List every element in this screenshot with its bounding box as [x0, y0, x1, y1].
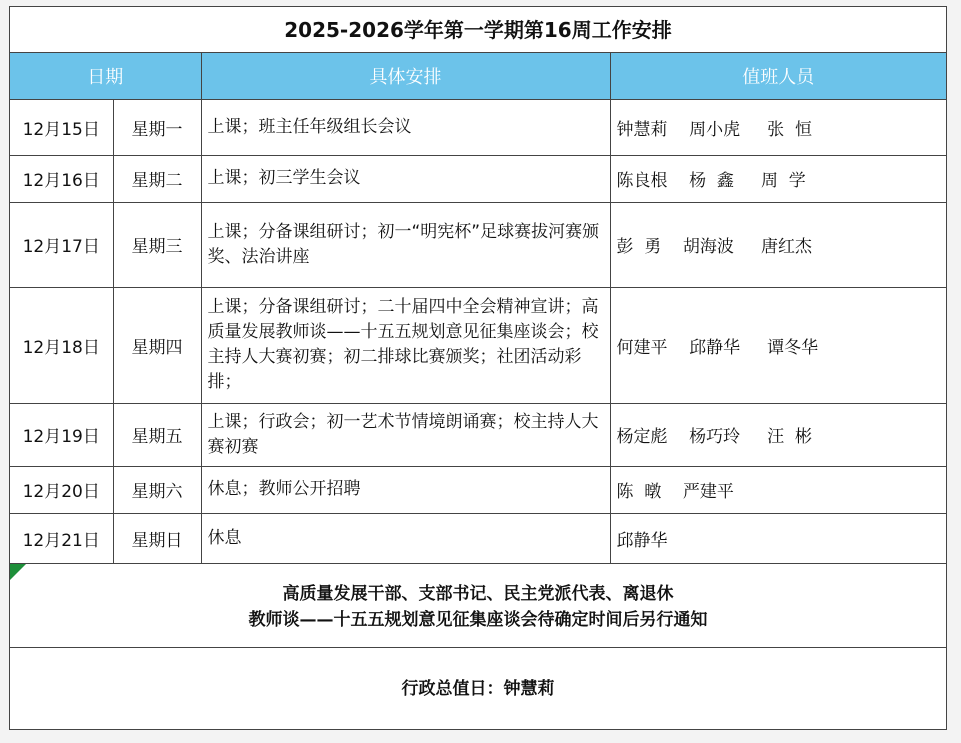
notice-line-1: 高质量发展干部、支部书记、民主党派代表、离退休 [282, 584, 674, 604]
row-duty: 陈 暾 严建平 [610, 466, 946, 513]
row-plan: 上课；分备课组研讨；初一“明宪杯”足球赛拔河赛颁奖、法治讲座 [201, 202, 610, 287]
header-row [10, 53, 946, 99]
row-date: 12月18日 [10, 287, 113, 403]
green-corner-marker [10, 564, 26, 580]
row-date: 12月16日 [10, 155, 113, 202]
row-weekday: 星期日 [113, 513, 201, 563]
notice-line-2: 教师谈——十五五规划意见征集座谈会待确定时间后另行通知 [248, 610, 708, 630]
row-duty: 杨定彪 杨巧玲 汪 彬 [610, 403, 946, 466]
row-duty: 陈良根 杨 鑫 周 学 [610, 155, 946, 202]
page-title: 2025-2026学年第一学期第16周工作安排 [10, 7, 946, 53]
header-plan: 具体安排 [201, 53, 610, 99]
schedule-table [10, 53, 946, 564]
schedule-sheet [9, 6, 947, 730]
row-weekday: 星期二 [113, 155, 201, 202]
table-row [10, 99, 946, 155]
row-duty: 邱静华 [610, 513, 946, 563]
table-row [10, 287, 946, 403]
row-weekday: 星期四 [113, 287, 201, 403]
table-row [10, 202, 946, 287]
row-duty: 彭 勇 胡海波 唐红杰 [610, 202, 946, 287]
notice-box [10, 564, 946, 648]
row-date: 12月15日 [10, 99, 113, 155]
row-date: 12月21日 [10, 513, 113, 563]
table-row [10, 513, 946, 563]
table-row [10, 403, 946, 466]
header-duty: 值班人员 [610, 53, 946, 99]
row-date: 12月20日 [10, 466, 113, 513]
row-plan: 上课；行政会；初一艺术节情境朗诵赛；校主持人大赛初赛 [201, 403, 610, 466]
row-plan: 休息 [201, 513, 610, 563]
table-row [10, 466, 946, 513]
duty-officer-line: 行政总值日：钟慧莉 [401, 679, 555, 699]
row-weekday: 星期一 [113, 99, 201, 155]
row-plan: 休息；教师公开招聘 [201, 466, 610, 513]
row-weekday: 星期六 [113, 466, 201, 513]
row-plan: 上课；班主任年级组长会议 [201, 99, 610, 155]
row-plan: 上课；初三学生会议 [201, 155, 610, 202]
table-row [10, 155, 946, 202]
row-weekday: 星期三 [113, 202, 201, 287]
row-weekday: 星期五 [113, 403, 201, 466]
row-date: 12月19日 [10, 403, 113, 466]
row-plan: 上课；分备课组研讨；二十届四中全会精神宣讲；高质量发展教师谈——十五五规划意见征集座谈会；校主持人大赛初赛；初二排球比赛颁奖；社团活动彩排； [201, 287, 610, 403]
row-duty: 何建平 邱静华 谭冬华 [610, 287, 946, 403]
row-duty: 钟慧莉 周小虎 张 恒 [610, 99, 946, 155]
header-date: 日期 [10, 53, 201, 99]
row-date: 12月17日 [10, 202, 113, 287]
